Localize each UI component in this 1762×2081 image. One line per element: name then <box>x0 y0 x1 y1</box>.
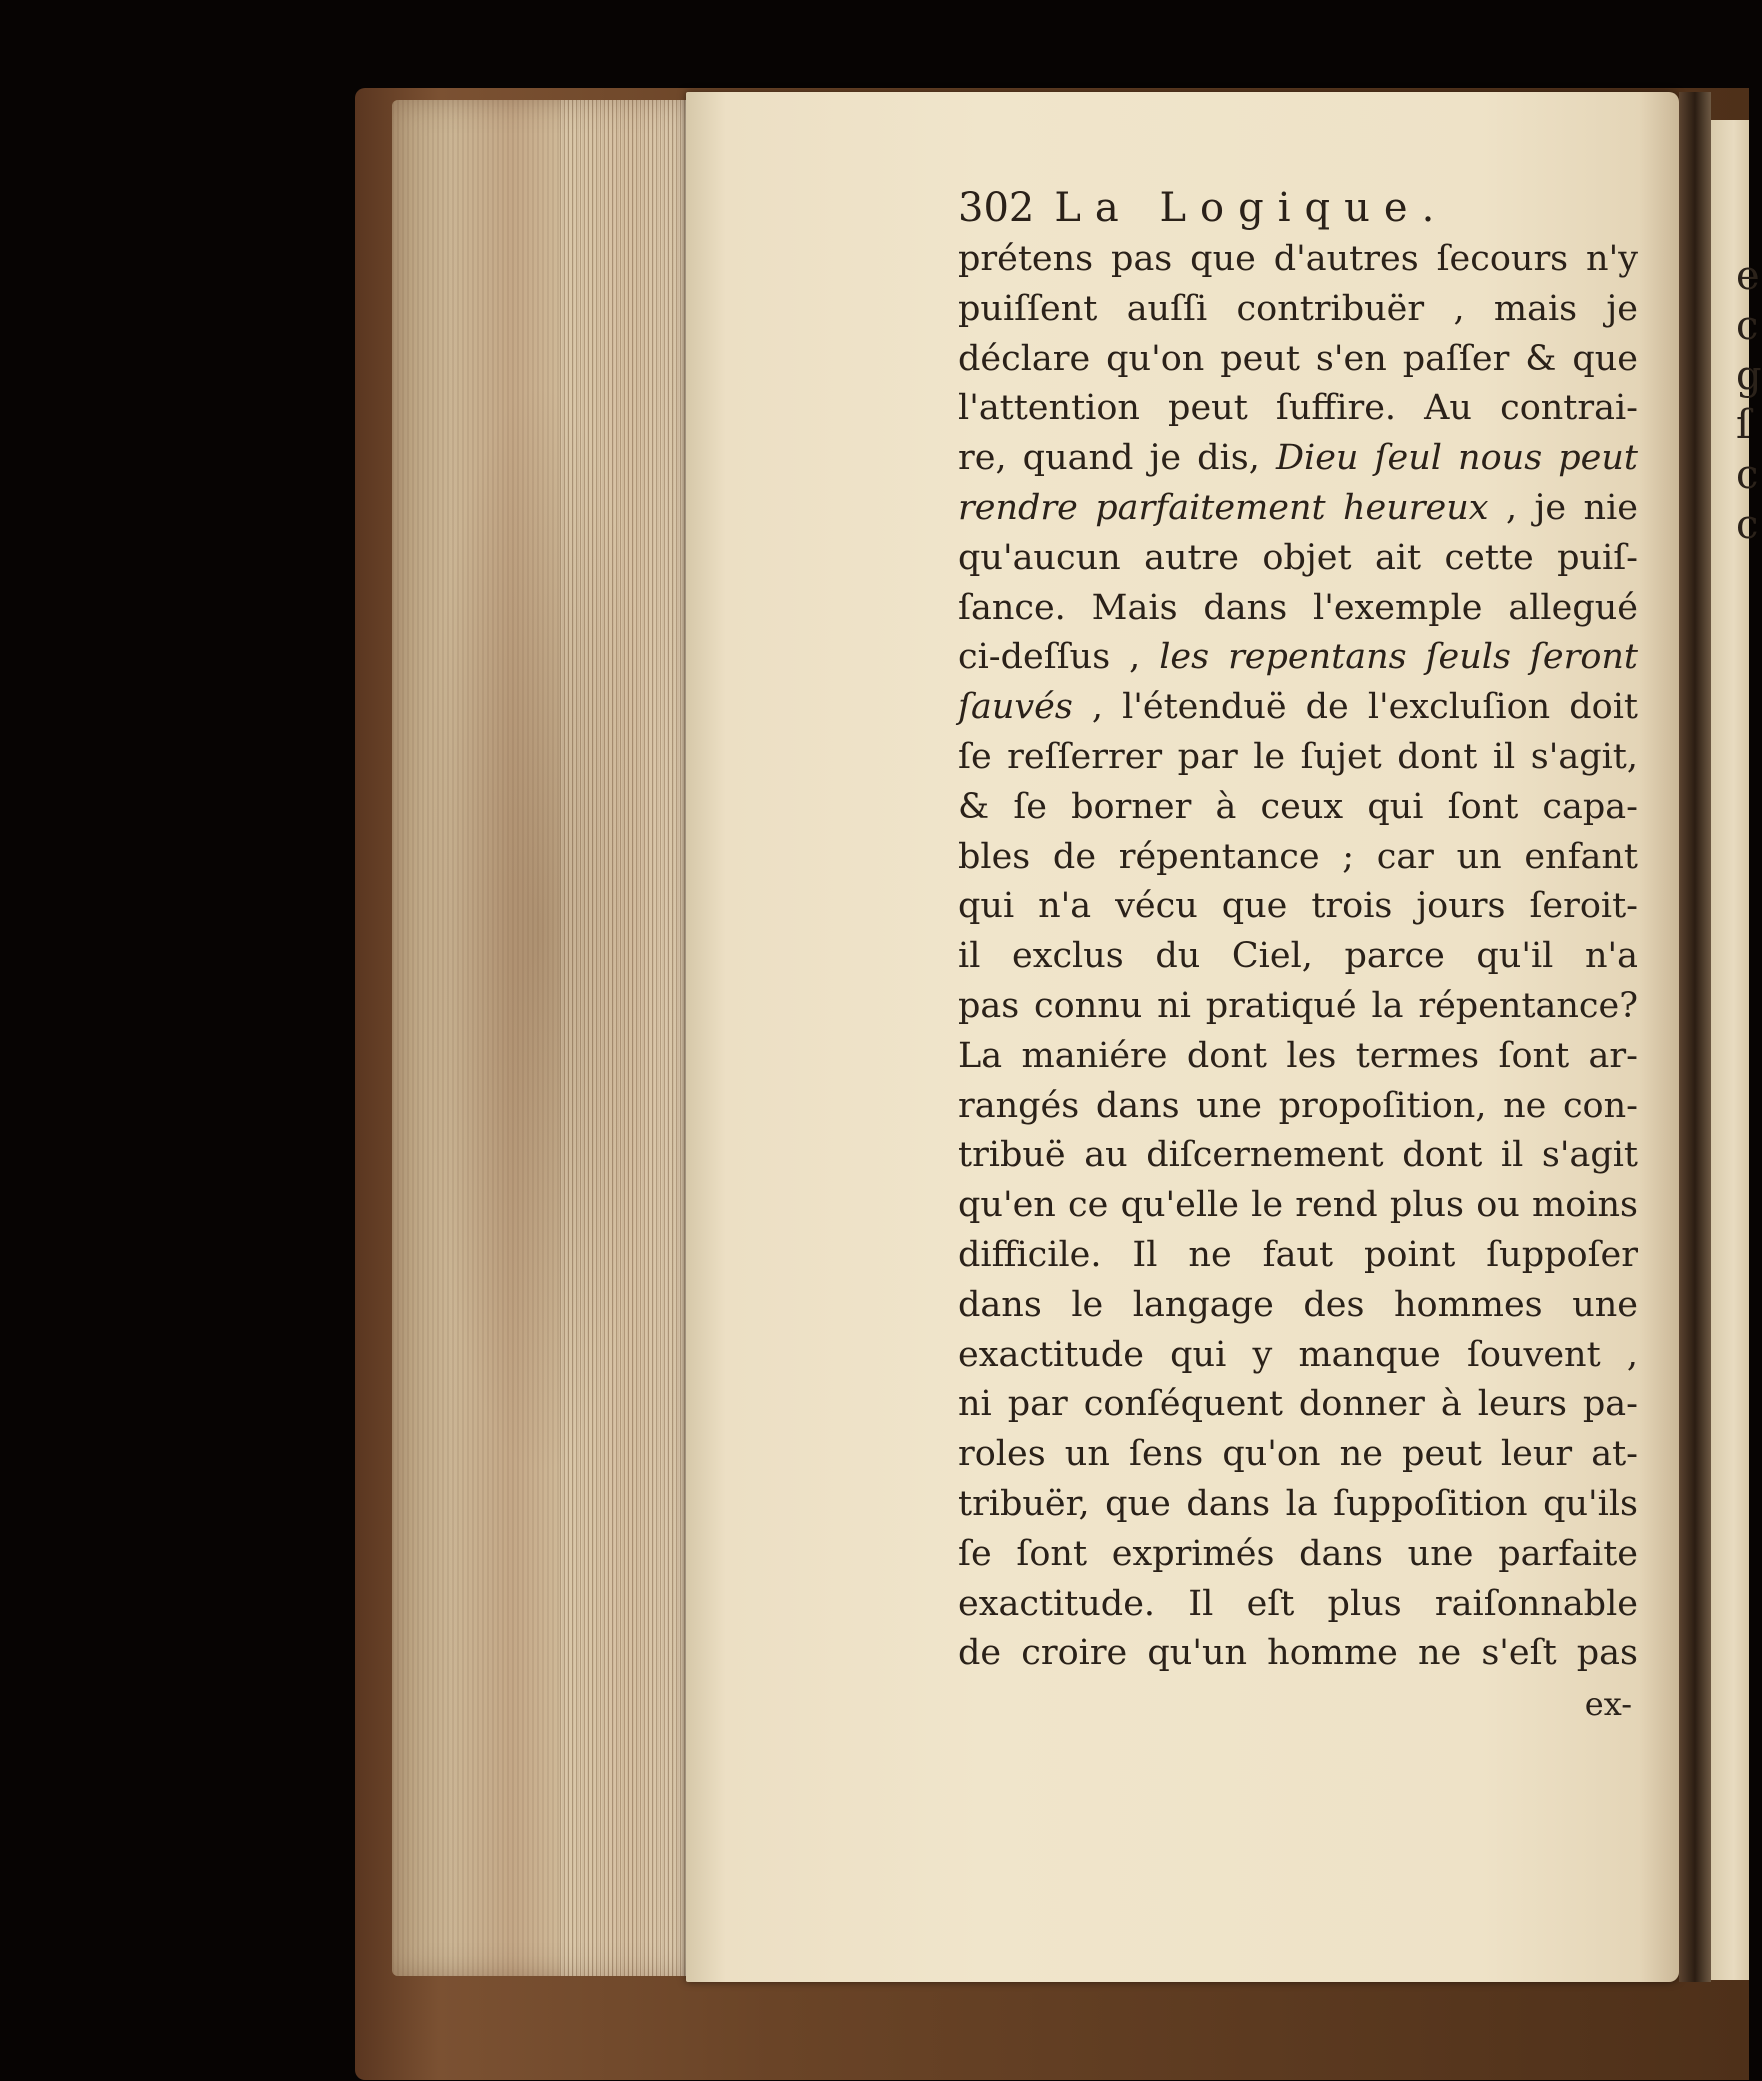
text-line <box>958 783 1638 833</box>
page-edge-lines <box>560 100 692 1976</box>
roman-text: bles de répentance ; car un enfant <box>958 836 1638 877</box>
roman-text: & ſe borner à ceux qui ſont capa- <box>958 786 1638 827</box>
text-line <box>958 1231 1638 1281</box>
roman-text: exactitude. Il eſt plus raiſonnable <box>958 1583 1638 1624</box>
facing-page-letter: ſ <box>1736 402 1751 449</box>
text-line <box>958 384 1638 434</box>
italic-text: Dieu ſeul nous peut <box>1275 438 1638 479</box>
text-line <box>958 584 1638 634</box>
facing-page-letters <box>1736 252 1762 1248</box>
text-line <box>958 932 1638 982</box>
facing-page-letter <box>1736 1099 1749 1149</box>
running-header <box>958 185 1638 235</box>
roman-text: ni par conſéquent donner à leurs pa- <box>958 1384 1638 1425</box>
roman-text: qu'en ce qu'elle le rend plus ou moins <box>958 1185 1638 1226</box>
roman-text: re, quand je dis, <box>958 438 1276 479</box>
text-line <box>958 434 1638 484</box>
facing-page-letter <box>1736 700 1749 750</box>
text-line <box>958 882 1638 932</box>
roman-text: pas connu ni pratiqué la répentance? <box>958 985 1638 1026</box>
text-line <box>958 1380 1638 1430</box>
facing-page-letter <box>1736 850 1749 900</box>
roman-text: ci-deſſus , <box>958 637 1160 678</box>
facing-page-letter: c <box>1736 501 1759 548</box>
italic-text: les repentans ſeuls ſeront <box>1159 637 1638 678</box>
facing-page-letter <box>1736 949 1749 999</box>
text-line <box>958 1331 1638 1381</box>
text-line <box>958 235 1638 285</box>
roman-text: puiſſent auſſi contribuër , mais je <box>958 288 1638 329</box>
text-line <box>958 335 1638 385</box>
text-line <box>958 1580 1638 1630</box>
facing-page-letter <box>1736 650 1749 700</box>
page-number: 302 <box>958 185 1035 231</box>
text-line <box>958 285 1638 335</box>
text-line <box>958 1131 1638 1181</box>
italic-text: ſauvés <box>958 687 1073 728</box>
roman-text: tribuër, que dans la ſuppoſition qu'ils <box>958 1483 1638 1524</box>
facing-page-letter <box>1736 1148 1749 1198</box>
text-line <box>958 733 1638 783</box>
roman-text: ſe reſſerrer par le ſujet dont il s'agit, <box>958 736 1638 777</box>
roman-text: prétens pas que d'autres ſecours n'y <box>958 239 1638 279</box>
text-line <box>958 1480 1638 1530</box>
text-line <box>958 1032 1638 1082</box>
facing-page-letter: g <box>1736 352 1762 399</box>
text-line <box>958 833 1638 883</box>
roman-text: ſe ſont exprimés dans une parfaite <box>958 1533 1638 1574</box>
facing-page-letter <box>1736 899 1749 949</box>
roman-text: dans le langage des hommes une <box>958 1284 1638 1325</box>
roman-text: ſance. Mais dans l'exemple allegué <box>958 587 1638 628</box>
facing-page-letter <box>1736 750 1749 800</box>
text-line <box>958 1629 1638 1679</box>
facing-page-letter <box>1736 1049 1749 1099</box>
text-line <box>958 1430 1638 1480</box>
text-line <box>958 1181 1638 1231</box>
catchword: ex- <box>1584 1685 1632 1724</box>
facing-page-letter <box>1736 800 1749 850</box>
text-line <box>958 683 1638 733</box>
facing-page-letter <box>1736 999 1749 1049</box>
roman-text: , l'étenduë de l'excluſion doit <box>1072 687 1638 728</box>
roman-text: , je nie <box>1488 487 1638 528</box>
page-text <box>958 185 1638 1729</box>
text-line <box>958 1082 1638 1132</box>
roman-text: rangés dans une propoſition, ne con- <box>958 1085 1638 1126</box>
roman-text: difficile. Il ne faut point ſuppoſer <box>958 1234 1638 1275</box>
roman-text: qu'aucun autre objet ait cette puiſ- <box>958 537 1638 578</box>
roman-text: déclare qu'on peut s'en paſſer & que <box>958 338 1638 379</box>
roman-text: l'attention peut ſuffire. Au contrai- <box>958 388 1638 429</box>
text-line <box>958 484 1638 534</box>
text-lines <box>958 235 1638 1679</box>
roman-text: roles un ſens qu'on ne peut leur at- <box>958 1434 1638 1475</box>
facing-page-letter: e <box>1736 253 1760 299</box>
running-head: La Logique. <box>1054 185 1449 231</box>
roman-text: qui n'a vécu que trois jours ſeroit- <box>958 886 1638 927</box>
roman-text: tribuë au diſcernement dont il s'agit <box>958 1135 1638 1176</box>
roman-text: La maniére dont les termes ſont ar- <box>958 1035 1638 1076</box>
text-line <box>958 534 1638 584</box>
roman-text: exactitude qui y manque ſouvent , <box>958 1334 1638 1375</box>
text-line <box>958 982 1638 1032</box>
book-gutter <box>1679 92 1711 1982</box>
facing-page-letter: c <box>1736 452 1759 499</box>
facing-page-letter <box>1736 551 1749 601</box>
text-line <box>958 1281 1638 1331</box>
roman-text: il exclus du Ciel, parce qu'il n'a <box>958 936 1638 977</box>
facing-page-letter <box>1736 1198 1749 1248</box>
facing-page-letter <box>1736 601 1749 651</box>
text-line <box>958 1530 1638 1580</box>
roman-text: de croire qu'un homme ne s'eſt pas <box>958 1633 1638 1674</box>
italic-text: rendre parfaitement heureux <box>958 487 1489 528</box>
facing-page-letter: c <box>1736 302 1759 349</box>
text-line <box>958 633 1638 683</box>
